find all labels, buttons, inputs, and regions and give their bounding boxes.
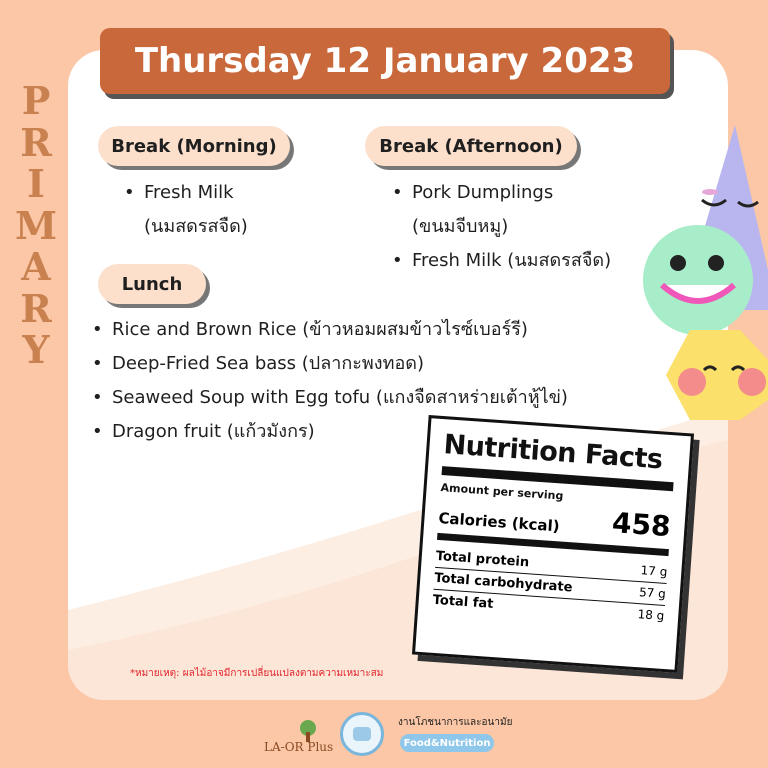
item-thai-name: (ขนมจีบหมู) (412, 216, 509, 237)
side-letter: A (21, 244, 51, 289)
nutrient-value: 57 g (638, 585, 667, 601)
morning-menu-list (120, 176, 248, 244)
lunch-label: Lunch (98, 264, 206, 304)
nutrition-title: Nutrition Facts (442, 429, 664, 476)
side-letter: Y (22, 327, 50, 372)
side-letter: R (20, 119, 52, 165)
list-item (120, 176, 248, 244)
item-name: Fresh Milk (144, 182, 234, 203)
list-item: • Fresh Milk (นมสดรสจืด) (388, 244, 611, 278)
item-name: Pork Dumplings (412, 182, 554, 203)
list-item: • Rice and Brown Rice (ข้าวหอมผสมข้าวไรซ์เบอร์รี) (88, 313, 568, 347)
date-title-bar (100, 28, 670, 94)
break-afternoon-label: Break (Afternoon) (365, 126, 577, 166)
nutrient-label: Total fat (432, 592, 494, 612)
list-item: • Seaweed Soup with Egg tofu (แกงจืดสาหร่ายเต้าหู้ไข่) (88, 381, 568, 415)
nutrient-value: 17 g (640, 563, 668, 580)
nutrient-label: Total carbohydrate (433, 570, 573, 596)
side-letter: I (27, 161, 45, 206)
nutrient-value: 18 g (637, 607, 665, 623)
side-letter: P (21, 78, 51, 123)
food-nutrition-badge: Food&Nutrition (400, 734, 494, 752)
tree-icon (296, 720, 320, 742)
list-item: • Dragon fruit (แก้วมังกร) (88, 415, 568, 449)
side-letter: M (14, 202, 58, 248)
school-seal-logo (340, 712, 384, 756)
side-letter: R (20, 285, 52, 331)
page-title: Thursday 12 January 2023 (134, 41, 636, 81)
logo-text: LA-OR Plus (264, 740, 334, 754)
side-label-primary (14, 80, 58, 371)
footer (0, 712, 768, 762)
calories-value: 458 (611, 506, 672, 544)
afternoon-menu-list (388, 176, 611, 278)
nutrition-facts-label (412, 415, 694, 673)
nutrient-label: Total protein (435, 548, 530, 571)
list-item: • Deep-Fried Sea bass (ปลากะพงทอด) (88, 347, 568, 381)
serving-label: Amount per serving (440, 481, 564, 503)
cartoon-shapes-decoration (640, 120, 768, 420)
la-or-plus-logo (264, 720, 338, 760)
list-item (388, 176, 611, 244)
calories-label: Calories (kcal) (437, 508, 561, 536)
disclaimer-note: *หมายเหตุ: ผลไม้อาจมีการเปลี่ยนแปลงตามความเหมาะสม (130, 668, 384, 679)
item-thai-name: (นมสดรสจืด) (144, 216, 248, 237)
department-name: งานโภชนาการและอนามัย (398, 717, 513, 728)
break-morning-label: Break (Morning) (98, 126, 290, 166)
